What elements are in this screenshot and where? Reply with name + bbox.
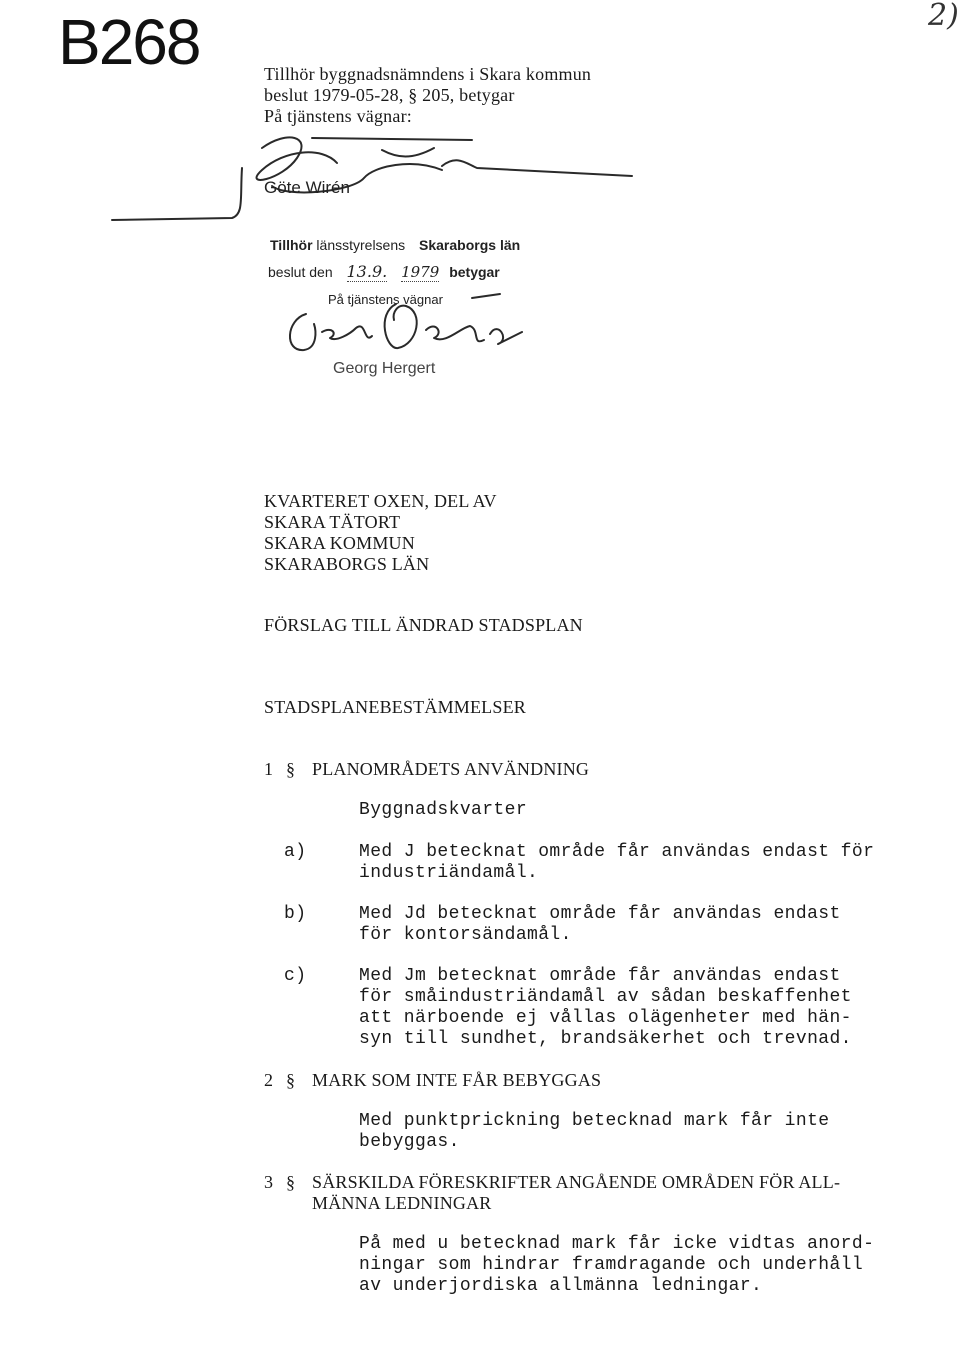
approval-2-tillhor: Tillhör — [270, 237, 313, 253]
approval-2-beslut-date: 13.9. — [346, 262, 388, 281]
section-1-subheading: Byggnadskvarter — [359, 800, 528, 820]
approval-1-line-3: På tjänstens vägnar: — [264, 106, 412, 126]
section-2-line-1: Med punktprickning betecknad mark får inte — [359, 1111, 830, 1131]
header-line-4: SKARABORGS LÄN — [264, 554, 430, 574]
approval-2-year: 1979 — [401, 263, 440, 281]
page-mark: 2) — [928, 0, 959, 33]
section-1-number: 1 — [264, 759, 274, 779]
approval-1-line-2: beslut 1979-05-28, § 205, betygar — [264, 85, 515, 105]
document-id: B268 — [58, 6, 200, 78]
approval-2-beslut-label: beslut den — [268, 264, 333, 280]
item-b-line-1: Med Jd betecknat område får användas endast — [359, 904, 841, 924]
section-1-title: PLANOMRÅDETS ANVÄNDNING — [312, 759, 590, 779]
approval-1-signer: Göte Wirén — [264, 178, 350, 197]
section-3-line-2: ningar som hindrar framdragande och underhåll — [359, 1255, 864, 1275]
signature-gote-wiren — [112, 118, 632, 228]
approval-2-lansstyrelsens: länsstyrelsens — [316, 237, 406, 253]
header-line-2: SKARA TÄTORT — [264, 512, 401, 532]
item-b-line-2: för kontorsändamål. — [359, 925, 572, 945]
section-3-line-1: På med u betecknad mark får icke vidtas anord- — [359, 1234, 875, 1254]
section-3-line-3: av underjordiska allmänna ledningar. — [359, 1276, 763, 1296]
section-2-symbol: § — [286, 1070, 296, 1090]
approval-2-betygar: betygar — [449, 264, 500, 280]
item-c-label: c) — [284, 966, 307, 986]
section-3-title-line-2: MÄNNA LEDNINGAR — [312, 1193, 492, 1213]
header-line-3: SKARA KOMMUN — [264, 533, 415, 553]
section-1-symbol: § — [286, 759, 296, 779]
item-a-label: a) — [284, 842, 307, 862]
section-2-number: 2 — [264, 1070, 274, 1090]
section-3-title-line-1: SÄRSKILDA FÖRESKRIFTER ANGÅENDE OMRÅDEN FÖR ALL- — [312, 1172, 841, 1192]
item-c-line-4: syn till sundhet, brandsäkerhet och trevnad. — [359, 1029, 852, 1049]
item-a-line-1: Med J betecknat område får användas endast för — [359, 842, 875, 862]
item-c-line-1: Med Jm betecknat område får användas endast — [359, 966, 841, 986]
section-2-line-2: bebyggas. — [359, 1132, 460, 1152]
section-3-symbol: § — [286, 1172, 296, 1192]
item-c-line-3: att närboende ej vållas olägenheter med hän- — [359, 1008, 852, 1028]
approval-2-skaraborgs: Skaraborgs län — [419, 237, 521, 253]
header-line-1: KVARTERET OXEN, DEL AV — [264, 491, 497, 511]
document-title: FÖRSLAG TILL ÄNDRAD STADSPLAN — [264, 615, 583, 635]
document-subtitle: STADSPLANEBESTÄMMELSER — [264, 697, 526, 717]
approval-2-line-3: På tjänstens vägnar — [328, 292, 443, 307]
approval-2-line-2 — [268, 262, 500, 281]
signature-georg-hergert — [276, 290, 536, 370]
item-c-line-2: för småindustriändamål av sådan beskaffenhet — [359, 987, 852, 1007]
approval-2-line-1 — [270, 237, 520, 253]
item-a-line-2: industriändamål. — [359, 863, 539, 883]
approval-1-line-1: Tillhör byggnadsnämndens i Skara kommun — [264, 64, 592, 84]
approval-2-signer: Georg Hergert — [333, 360, 436, 377]
section-2-title: MARK SOM INTE FÅR BEBYGGAS — [312, 1070, 602, 1090]
section-3-number: 3 — [264, 1172, 274, 1192]
item-b-label: b) — [284, 904, 307, 924]
